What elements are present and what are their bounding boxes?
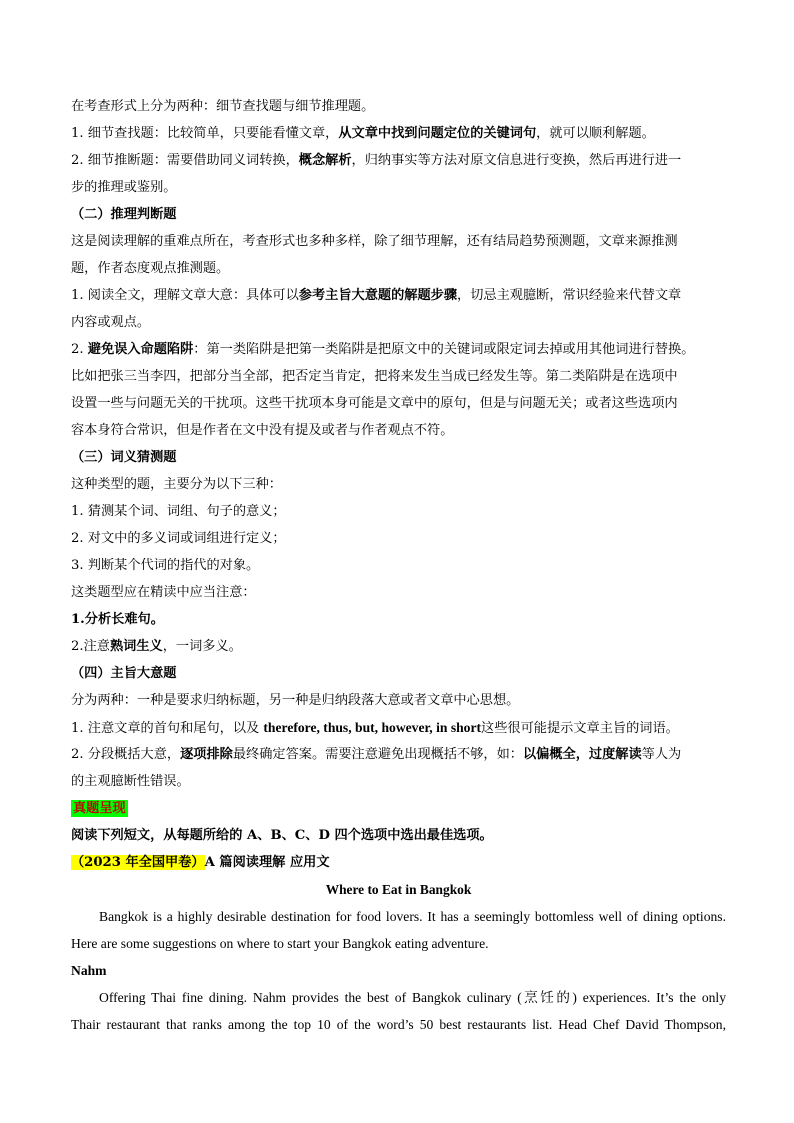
list-item: 1.分析长难句。: [71, 612, 164, 627]
text-line: 分为两种：一种是要求归纳标题，另一种是归纳段落大意或者文章中心思想。: [71, 693, 520, 708]
list-item: 3. 判断某个代词的指代的对象。: [71, 558, 260, 573]
text-line: 设置一些与问题无关的干扰项。这些干扰项本身可能是文章中的原句，但是与问题无关；或者这些选项内: [71, 396, 678, 411]
passage-text: Offering Thai fine dining. Nahm provides the best of Bangkok culinary (烹饪的) experiences. It’s the only: [99, 990, 726, 1005]
text-line: 这是阅读理解的重难点所在，考查形式也多种多样，除了细节理解，还有结局趋势预测题，文章来源推测: [71, 234, 678, 249]
real-exam-banner: 真题呈现: [73, 801, 126, 816]
text-line: 这种类型的题，主要分为以下三种：: [71, 477, 282, 492]
list-item: 2. 对文中的多义词或词组进行定义；: [71, 531, 286, 546]
restaurant-heading: Nahm: [71, 963, 107, 978]
list-item: 1. 注意文章的首句和尾句，以及 therefore, thus, but, however, in short这些很可能提示文章主旨的词语。: [71, 720, 679, 736]
text-line: 容本身符合常识，但是作者在文中没有提及或者与作者观点不符。: [71, 423, 454, 438]
passage-text: Here are some suggestions on where to start your Bangkok eating adventure.: [71, 936, 489, 951]
text-line: 内容或观点。: [71, 315, 151, 330]
detail-infer-item: 2. 细节推断题：需要借助同义词转换，概念解析，归纳事实等方法对原文信息进行变换，然后再进行进一: [71, 153, 682, 168]
passage-text: Thair restaurant that ranks among the top 10 of the word’s 50 best restaurants list. Head Chef David Thompson,: [71, 1017, 726, 1032]
section-heading: （二）推理判断题: [71, 207, 177, 222]
section-heading: （四）主旨大意题: [71, 666, 177, 681]
instruction-line: 阅读下列短文，从每题所给的 A、B、C、D 四个选项中选出最佳选项。: [71, 828, 493, 843]
list-item: 2.注意熟词生义，一词多义。: [71, 639, 242, 654]
text-line: 这类题型应在精读中应当注意：: [71, 585, 256, 600]
text-line: 的主观臆断性错误。: [71, 774, 190, 789]
document-page: [71, 93, 726, 1038]
section-heading: （三）词义猜测题: [71, 450, 177, 465]
passage-text: Bangkok is a highly desirable destination for food lovers. It has a seemingly bottomless well of dining options.: [99, 909, 726, 924]
intro-line: 在考查形式上分为两种：细节查找题与细节推理题。: [71, 99, 375, 114]
text-line: 题，作者态度观点推测题。: [71, 261, 230, 276]
passage-title: Where to Eat in Bangkok: [325, 882, 472, 897]
list-item: 1. 阅读全文，理解文章大意：具体可以参考主旨大意题的解题步骤，切忌主观臆断，常识经验来代替文章: [71, 288, 682, 303]
list-item: 2. 避免误入命题陷阱：第一类陷阱是把第一类陷阱是把原文中的关键词或限定词去掉或用其他词进行替换。: [71, 342, 695, 357]
exam-source-line: （2023 年全国甲卷）A 篇阅读理解 应用文: [71, 855, 330, 870]
text-line: 比如把张三当李四，把部分当全部，把否定当肯定，把将来发生当成已经发生等。第二类陷阱是在选项中: [71, 369, 678, 384]
list-item: 2. 分段概括大意，逐项排除最终确定答案。需要注意避免出现概括不够，如：以偏概全，过度解读等人为: [71, 747, 682, 762]
list-item: 1. 猜测某个词、词组、句子的意义；: [71, 504, 286, 519]
detail-find-item: 1. 细节查找题：比较简单，只要能看懂文章，从文章中找到问题定位的关键词句，就可以顺利解题。: [71, 126, 655, 141]
text-line: 步的推理或鉴别。: [71, 180, 177, 195]
